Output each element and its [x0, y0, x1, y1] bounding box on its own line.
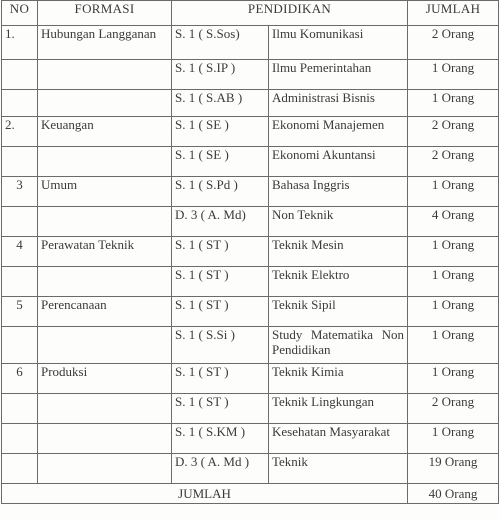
- cell-field: Study Matematika Non Pendidikan: [269, 327, 408, 364]
- table-row: [2, 177, 499, 207]
- cell-formasi: [38, 394, 172, 424]
- cell-formasi: [38, 207, 172, 237]
- cell-formasi: Produksi: [38, 364, 172, 394]
- total-value: 40 Orang: [408, 484, 499, 504]
- cell-no: 4: [2, 237, 38, 267]
- table-row: [2, 297, 499, 327]
- cell-no: 5: [2, 297, 38, 327]
- cell-count: 1 Orang: [408, 424, 499, 454]
- cell-formasi: [38, 267, 172, 297]
- table-row: [2, 364, 499, 394]
- cell-field: Bahasa Inggris: [269, 177, 408, 207]
- cell-formasi: [38, 147, 172, 177]
- cell-count: 1 Orang: [408, 297, 499, 327]
- cell-count: 2 Orang: [408, 26, 499, 60]
- cell-degree: S. 1 ( SE ): [172, 117, 269, 147]
- cell-no: 3: [2, 177, 38, 207]
- cell-degree: S. 1 ( S.Pd ): [172, 177, 269, 207]
- cell-no: 2.: [2, 117, 38, 147]
- table-row: [2, 424, 499, 454]
- header-jumlah: JUMLAH: [408, 1, 499, 26]
- table-row: [2, 26, 499, 60]
- table-row: [2, 117, 499, 147]
- cell-count: 1 Orang: [408, 237, 499, 267]
- total-label: JUMLAH: [2, 484, 408, 504]
- cell-field: Teknik Mesin: [269, 237, 408, 267]
- cell-no: [2, 267, 38, 297]
- cell-count: 1 Orang: [408, 60, 499, 90]
- cell-formasi: Umum: [38, 177, 172, 207]
- cell-degree: S. 1 ( S.IP ): [172, 60, 269, 90]
- table-row: [2, 267, 499, 297]
- header-no: NO: [2, 1, 38, 26]
- cell-formasi: Perawatan Teknik: [38, 237, 172, 267]
- cell-formasi: Perencanaan: [38, 297, 172, 327]
- cell-formasi: Keuangan: [38, 117, 172, 147]
- cell-count: 1 Orang: [408, 364, 499, 394]
- cell-formasi: [38, 60, 172, 90]
- cell-no: [2, 327, 38, 364]
- cell-count: 1 Orang: [408, 177, 499, 207]
- table-body: [2, 26, 499, 504]
- cell-degree: D. 3 ( A. Md): [172, 207, 269, 237]
- cell-no: [2, 147, 38, 177]
- cell-degree: S. 1 ( S.AB ): [172, 90, 269, 117]
- cell-degree: S. 1 ( ST ): [172, 364, 269, 394]
- cell-degree: S. 1 ( ST ): [172, 237, 269, 267]
- cell-field: Teknik Sipil: [269, 297, 408, 327]
- cell-no: [2, 60, 38, 90]
- cell-count: 19 Orang: [408, 454, 499, 484]
- cell-no: [2, 394, 38, 424]
- cell-degree: S. 1 ( S.Sos): [172, 26, 269, 60]
- cell-count: 1 Orang: [408, 90, 499, 117]
- cell-field: Teknik Lingkungan: [269, 394, 408, 424]
- cell-degree: S. 1 ( ST ): [172, 394, 269, 424]
- table-row: [2, 147, 499, 177]
- cell-no: [2, 424, 38, 454]
- cell-no: [2, 454, 38, 484]
- cell-field: Teknik Elektro: [269, 267, 408, 297]
- cell-field: Ilmu Pemerintahan: [269, 60, 408, 90]
- cell-formasi: [38, 454, 172, 484]
- cell-field: Teknik: [269, 454, 408, 484]
- cell-field: Kesehatan Masyarakat: [269, 424, 408, 454]
- table-row: [2, 394, 499, 424]
- cell-no: [2, 90, 38, 117]
- cell-field: Ekonomi Manajemen: [269, 117, 408, 147]
- cell-degree: S. 1 ( SE ): [172, 147, 269, 177]
- formation-table: [1, 0, 499, 504]
- cell-no: [2, 207, 38, 237]
- cell-formasi: [38, 327, 172, 364]
- cell-count: 1 Orang: [408, 327, 499, 364]
- cell-count: 2 Orang: [408, 147, 499, 177]
- header-formasi: FORMASI: [38, 1, 172, 26]
- document-page: [1, 0, 499, 504]
- cell-degree: S. 1 ( S.KM ): [172, 424, 269, 454]
- header-pendidikan: PENDIDIKAN: [172, 1, 408, 26]
- table-row: [2, 237, 499, 267]
- table-row: [2, 207, 499, 237]
- cell-degree: S. 1 ( ST ): [172, 297, 269, 327]
- cell-degree: S. 1 ( ST ): [172, 267, 269, 297]
- cell-field: Ilmu Komunikasi: [269, 26, 408, 60]
- cell-degree: S. 1 ( S.Si ): [172, 327, 269, 364]
- cell-formasi: [38, 424, 172, 454]
- table-row: [2, 454, 499, 484]
- cell-formasi: Hubungan Langganan: [38, 26, 172, 60]
- cell-formasi: [38, 90, 172, 117]
- cell-no: 6: [2, 364, 38, 394]
- table-row: [2, 60, 499, 90]
- table-header: [2, 1, 499, 26]
- cell-degree: D. 3 ( A. Md ): [172, 454, 269, 484]
- cell-count: 4 Orang: [408, 207, 499, 237]
- cell-count: 1 Orang: [408, 267, 499, 297]
- table-row: [2, 90, 499, 117]
- total-row: [2, 484, 499, 504]
- cell-field: Ekonomi Akuntansi: [269, 147, 408, 177]
- cell-field: Non Teknik: [269, 207, 408, 237]
- cell-count: 2 Orang: [408, 394, 499, 424]
- cell-count: 2 Orang: [408, 117, 499, 147]
- cell-field: Teknik Kimia: [269, 364, 408, 394]
- cell-no: 1.: [2, 26, 38, 60]
- cell-field: Administrasi Bisnis: [269, 90, 408, 117]
- table-row: [2, 327, 499, 364]
